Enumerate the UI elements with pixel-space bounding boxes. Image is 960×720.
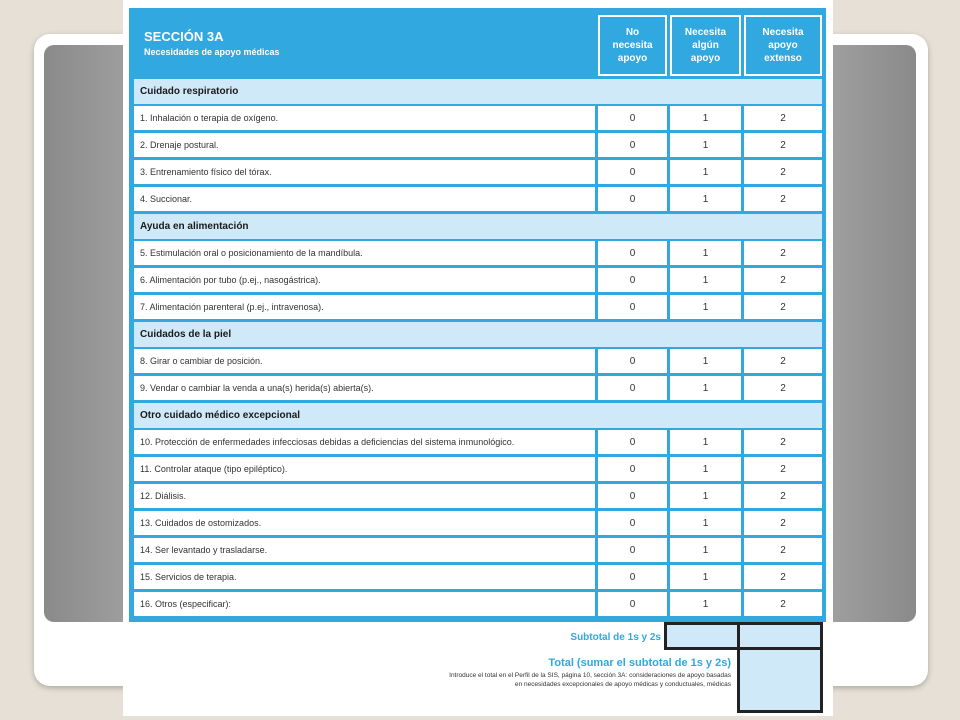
total-label: Total (sumar el subtotal de 1s y 2s) bbox=[548, 657, 731, 669]
score-cell[interactable]: 2 bbox=[744, 106, 822, 130]
item-label: 3. Entrenamiento físico del tórax. bbox=[134, 160, 595, 184]
item-label: 4. Succionar. bbox=[134, 187, 595, 211]
score-cell[interactable]: 0 bbox=[598, 187, 667, 211]
score-cell[interactable]: 1 bbox=[670, 376, 741, 400]
score-cell[interactable]: 1 bbox=[670, 565, 741, 589]
score-cell[interactable]: 1 bbox=[670, 268, 741, 292]
score-cell[interactable]: 1 bbox=[670, 538, 741, 562]
score-cell[interactable]: 2 bbox=[744, 187, 822, 211]
score-cell[interactable]: 0 bbox=[598, 268, 667, 292]
score-cell[interactable]: 2 bbox=[744, 538, 822, 562]
score-cell[interactable]: 2 bbox=[744, 241, 822, 265]
score-cell[interactable]: 0 bbox=[598, 133, 667, 157]
score-cell[interactable]: 2 bbox=[744, 592, 822, 616]
item-label: 5. Estimulación oral o posicionamiento de la mandíbula. bbox=[134, 241, 595, 265]
score-cell[interactable]: 2 bbox=[744, 349, 822, 373]
item-label: 1. Inhalación o terapia de oxígeno. bbox=[134, 106, 595, 130]
note-line-2: en necesidades excepcionales de apoyo médicas y conductuales, médicas bbox=[514, 681, 731, 689]
subtotal-label: Subtotal de 1s y 2s bbox=[570, 632, 661, 643]
score-cell[interactable]: 1 bbox=[670, 349, 741, 373]
score-cell[interactable]: 0 bbox=[598, 430, 667, 454]
score-cell[interactable]: 2 bbox=[744, 484, 822, 508]
section-title: SECCIÓN 3A bbox=[144, 29, 224, 44]
score-cell[interactable]: 2 bbox=[744, 160, 822, 184]
score-cell[interactable]: 0 bbox=[598, 295, 667, 319]
score-cell[interactable]: 1 bbox=[670, 160, 741, 184]
score-cell[interactable]: 0 bbox=[598, 592, 667, 616]
group-heading: Cuidados de la piel bbox=[134, 322, 822, 347]
score-cell[interactable]: 1 bbox=[670, 187, 741, 211]
subtotal-box-2[interactable] bbox=[737, 622, 823, 650]
score-cell[interactable]: 0 bbox=[598, 511, 667, 535]
section-subtitle: Necesidades de apoyo médicas bbox=[144, 47, 280, 57]
item-label: 15. Servicios de terapia. bbox=[134, 565, 595, 589]
score-cell[interactable]: 1 bbox=[670, 106, 741, 130]
item-label: 16. Otros (especificar): bbox=[134, 592, 595, 616]
item-label: 9. Vendar o cambiar la venda a una(s) herida(s) abierta(s). bbox=[134, 376, 595, 400]
score-cell[interactable]: 2 bbox=[744, 457, 822, 481]
score-cell[interactable]: 0 bbox=[598, 538, 667, 562]
score-cell[interactable]: 0 bbox=[598, 565, 667, 589]
document-image bbox=[123, 0, 833, 716]
group-heading: Otro cuidado médico excepcional bbox=[134, 403, 822, 428]
score-cell[interactable]: 2 bbox=[744, 133, 822, 157]
item-label: 6. Alimentación por tubo (p.ej., nasogástrica). bbox=[134, 268, 595, 292]
item-label: 11. Controlar ataque (tipo epiléptico). bbox=[134, 457, 595, 481]
subtotal-box-1[interactable] bbox=[664, 622, 740, 650]
item-label: 12. Diálisis. bbox=[134, 484, 595, 508]
score-cell[interactable]: 0 bbox=[598, 457, 667, 481]
score-cell[interactable]: 1 bbox=[670, 430, 741, 454]
item-label: 8. Girar o cambiar de posición. bbox=[134, 349, 595, 373]
score-cell[interactable]: 0 bbox=[598, 106, 667, 130]
score-cell[interactable]: 1 bbox=[670, 592, 741, 616]
score-cell[interactable]: 1 bbox=[670, 133, 741, 157]
score-cell[interactable]: 1 bbox=[670, 457, 741, 481]
column-header-no-support: No necesita apoyo bbox=[598, 15, 667, 76]
score-cell[interactable]: 1 bbox=[670, 241, 741, 265]
item-label: 14. Ser levantado y trasladarse. bbox=[134, 538, 595, 562]
total-instructions bbox=[371, 671, 731, 690]
score-cell[interactable]: 0 bbox=[598, 376, 667, 400]
item-label: 13. Cuidados de ostomizados. bbox=[134, 511, 595, 535]
section-header bbox=[134, 15, 595, 76]
support-needs-table bbox=[129, 8, 826, 622]
group-heading: Ayuda en alimentación bbox=[134, 214, 822, 239]
score-cell[interactable]: 2 bbox=[744, 268, 822, 292]
score-cell[interactable]: 0 bbox=[598, 349, 667, 373]
score-cell[interactable]: 2 bbox=[744, 295, 822, 319]
note-line-1: Introduce el total en el Perfil de la SIS, página 10, sección 3A: consideraciones de apoyo basadas bbox=[449, 672, 731, 679]
group-heading: Cuidado respiratorio bbox=[134, 79, 822, 104]
score-cell[interactable]: 2 bbox=[744, 430, 822, 454]
score-cell[interactable]: 1 bbox=[670, 295, 741, 319]
score-cell[interactable]: 1 bbox=[670, 511, 741, 535]
score-cell[interactable]: 0 bbox=[598, 160, 667, 184]
item-label: 10. Protección de enfermedades infecciosas debidas a deficiencias del sistema inmunológico. bbox=[134, 430, 595, 454]
score-cell[interactable]: 2 bbox=[744, 511, 822, 535]
score-cell[interactable]: 2 bbox=[744, 565, 822, 589]
column-header-extensive-support: Necesita apoyo extenso bbox=[744, 15, 822, 76]
item-label: 7. Alimentación parenteral (p.ej., intravenosa). bbox=[134, 295, 595, 319]
item-label: 2. Drenaje postural. bbox=[134, 133, 595, 157]
total-box[interactable] bbox=[737, 647, 823, 713]
score-cell[interactable]: 0 bbox=[598, 241, 667, 265]
score-cell[interactable]: 1 bbox=[670, 484, 741, 508]
column-header-some-support: Necesita algún apoyo bbox=[670, 15, 741, 76]
score-cell[interactable]: 0 bbox=[598, 484, 667, 508]
score-cell[interactable]: 2 bbox=[744, 376, 822, 400]
